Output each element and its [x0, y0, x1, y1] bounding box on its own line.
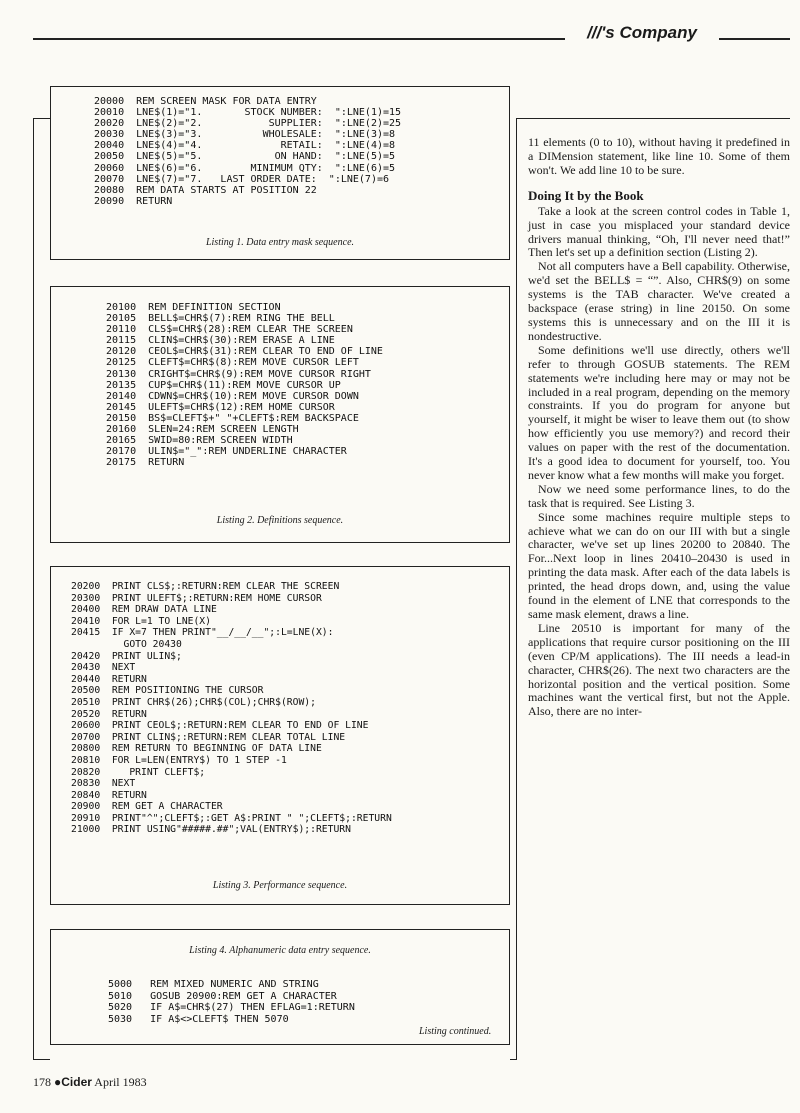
right-bracket [516, 118, 517, 1060]
listing-1-code: 20000 REM SCREEN MASK FOR DATA ENTRY 20010 LNE$(1)="1. STOCK NUMBER: ":LNE(1)=15 20020 LNE$(2)="2. SUPPLIER: ":LNE(2)=25 20030 LNE$(3)="3. WHOLESALE: ":LNE(3)=8 20040 LNE$(4)="4. RETAIL: ":LNE(4)=8 20050 LNE$(5)="5. ON HAND: ":LNE(5)=5 20060 LNE$(6)="6. MINIMUM QTY: ":LNE(6)=5 20070 LNE$(7)="7. LAST ORDER DATE: ":LNE(7)=6 20080 REM DATA STARTS AT POSITION 22 20090 RETURN [94, 96, 402, 207]
page-number: 178 [33, 1075, 51, 1089]
listing-1 [50, 86, 510, 260]
paragraph: Since some machines require multiple steps to achieve what we can do on our III with but a single character, we've set up lines 20200 to 20840. The For...Next loop in lines 20410–20430 is used in printing the data mask. After each of the data labels is printed, the head drops down, and, using the value found in the element of LNE that corresponds to the same mask element, draws a line. [528, 509, 790, 621]
left-bracket [33, 118, 34, 1060]
apple-logo-icon: ● [54, 1075, 62, 1089]
paragraph: Now we need some performance lines, to do the task that is required. See Listing 3. [528, 481, 790, 510]
listing-continued-note: Listing continued. [419, 1026, 492, 1037]
listing-2-caption: Listing 2. Definitions sequence. [216, 515, 344, 526]
paragraph: Take a look at the screen control codes in Table 1, just in case you misplaced your standard device drivers manual thinking, “Oh, I'll never need that!” Then let's set up a definition section (Listing 2). [528, 203, 790, 260]
intro-paragraph: 11 elements (0 to 10), without having it predefined in a DIMension statement, like line 10. Some of them won't. We add line 10 to be sure. [528, 135, 790, 177]
section-heading: Doing It by the Book [528, 187, 644, 203]
listing-3-caption: Listing 3. Performance sequence. [212, 880, 348, 891]
paragraph: Not all computers have a Bell capability. Otherwise, we'd set the BELL$ = “”. Also, CHR$(9) on some systems is the TAB character. We've created a backspace (erase string) in line 20150. On some systems this is unnecessary and on the III it is nondestructive. [528, 259, 790, 343]
publication-name: Cider [61, 1075, 92, 1089]
left-bracket-top [33, 118, 50, 119]
article-column [528, 136, 790, 719]
page-footer [33, 1075, 147, 1090]
left-bracket-bottom [33, 1059, 50, 1060]
listing-2 [50, 286, 510, 543]
right-bracket-bottom [510, 1059, 517, 1060]
listing-1-caption: Listing 1. Data entry mask sequence. [205, 237, 355, 248]
paragraph: Some definitions we'll use directly, others we'll refer to through GOSUB statements. The REM statements we're including here may or may not be included in a real program, depending on the memory constraints. If you do program for anyone but yourself, it might be wiser to leave them out (to show how efficiently you use memory?) and record their values on paper with the rest of the documentation. It's a good idea to document for yourself, too. You never know what a few months will make you forget. [528, 342, 790, 482]
listing-4-code: 5000 REM MIXED NUMERIC AND STRING 5010 GOSUB 20900:REM GET A CHARACTER 5020 IF A$=CHR$(27) THEN EFLAG=1:RETURN 5030 IF A$<>CLEFT$ THEN 5070 [108, 979, 355, 1025]
right-bracket-top [516, 118, 790, 119]
listing-4 [50, 929, 510, 1045]
listing-2-code: 20100 REM DEFINITION SECTION 20105 BELL$=CHR$(7):REM RING THE BELL 20110 CLS$=CHR$(28):REM CLEAR THE SCREEN 20115 CLIN$=CHR$(30):REM ERASE A LINE 20120 CEOL$=CHR$(31):REM CLEAR TO END OF LINE 20125 CLEFT$=CHR$(8):REM MOVE CURSOR LEFT 20130 CRIGHT$=CHR$(9):REM MOVE CURSOR RIGHT 20135 CUP$=CHR$(11):REM MOVE CURSOR UP 20140 CDWN$=CHR$(10):REM MOVE CURSOR DOWN 20145 ULEFT$=CHR$(12):REM HOME CURSOR 20150 BS$=CLEFT$+" "+CLEFT$:REM BACKSPACE 20160 SLEN=24:REM SCREEN LENGTH 20165 SWID=80:REM SCREEN WIDTH 20170 ULIN$="_":REM UNDERLINE CHARACTER 20175 RETURN [106, 302, 383, 469]
page-title: ///'s Company [565, 22, 719, 44]
issue-date: April 1983 [94, 1075, 147, 1089]
listing-3 [50, 566, 510, 905]
paragraph: Line 20510 is important for many of the applications that require cursor positioning on the III (even CP/M applications). The III needs a lead-in character, CHR$(26). The next two characters are the horizontal position and the vertical position. Some machines want the vertical first, but not the Apple. Also, there are no inter- [528, 620, 790, 719]
listing-3-code: 20200 PRINT CLS$;:RETURN:REM CLEAR THE SCREEN 20300 PRINT ULEFT$;:RETURN:REM HOME CURSOR 20400 REM DRAW DATA LINE 20410 FOR L=1 TO LNE(X) 20415 IF X=7 THEN PRINT"__/__/__";:L=LNE(X): GOTO 20430 20420 PRINT ULIN$; 20430 NEXT 20440 RETURN 20500 REM POSITIONING THE CURSOR 20510 PRINT CHR$(26);CHR$(COL);CHR$(ROW); 20520 RETURN 20600 PRINT CEOL$;:RETURN:REM CLEAR TO END OF LINE 20700 PRINT CLIN$;:RETURN:REM CLEAR TOTAL LINE 20800 REM RETURN TO BEGINNING OF DATA LINE 20810 FOR L=LEN(ENTRY$) TO 1 STEP -1 20820 PRINT CLEFT$; 20830 NEXT 20840 RETURN 20900 REM GET A CHARACTER 20910 PRINT"^";CLEFT$;:GET A$:PRINT " ";CLEFT$;:RETURN 21000 PRINT USING"#####.##";VAL(ENTRY$);:RETURN [71, 581, 392, 836]
listing-4-caption: Listing 4. Alphanumeric data entry sequence. [189, 945, 371, 956]
